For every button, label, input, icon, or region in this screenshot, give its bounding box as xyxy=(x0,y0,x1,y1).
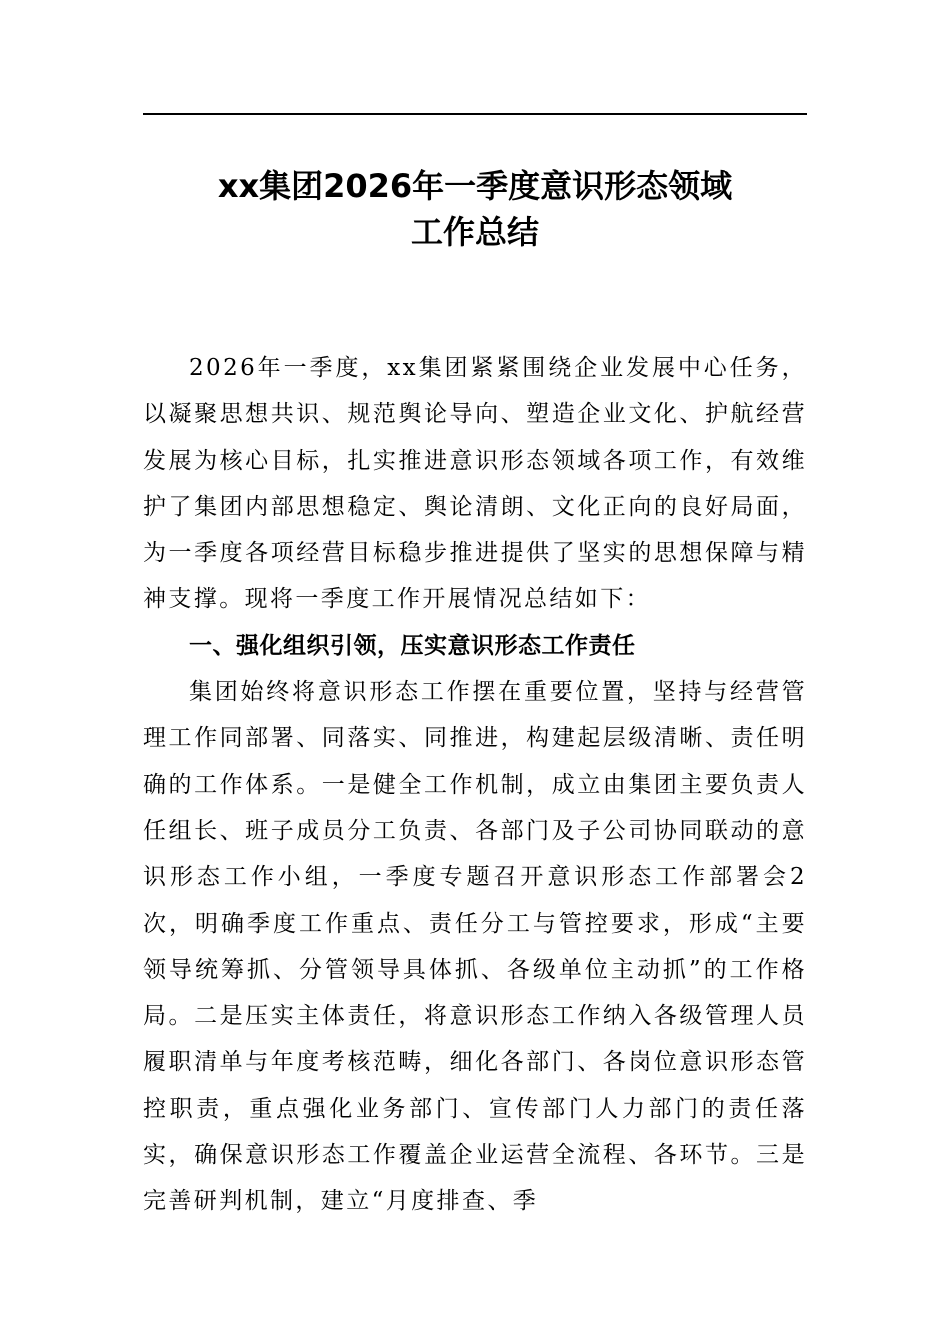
header-rule xyxy=(143,113,807,115)
document-title xyxy=(143,163,807,255)
section-paragraph-1: 集团始终将意识形态工作摆在重要位置，坚持与经营管理工作同部署、同落实、同推进，构建起层级清晰、责任明确的工作体系。一是健全工作机制，成立由集团主要负责人任组长、班子成员分工负责、各部门及子公司协同联动的意识形态工作小组，一季度专题召开意识形态工作部署会2次，明确季度工作重点、责任分工与管控要求，形成“主要领导统筹抓、分管领导具体抓、各级单位主动抓”的工作格局。二是压实主体责任，将意识形态工作纳入各级管理人员履职清单与年度考核范畴，细化各部门、各岗位意识形态管控职责，重点强化业务部门、宣传部门人力部门的责任落实，确保意识形态工作覆盖企业运营全流程、各环节。三是完善研判机制，建立“月度排查、季 xyxy=(143,679,807,1215)
title-line-2: 工作总结 xyxy=(410,213,539,251)
document-body xyxy=(143,345,807,1225)
section-heading-1: 一、强化组织引领，压实意识形态工作责任 xyxy=(189,632,636,659)
title-line-1: xx集团2026年一季度意识形态领域 xyxy=(217,167,733,205)
intro-paragraph: 2026年一季度，xx集团紧紧围绕企业发展中心任务，以凝聚思想共识、规范舆论导向、塑造企业文化、护航经营发展为核心目标，扎实推进意识形态领域各项工作，有效维护了集团内部思想稳定、舆论清朗、文化正向的良好局面，为一季度各项经营目标稳步推进提供了坚实的思想保障与精神支撑。现将一季度工作开展情况总结如下： xyxy=(143,355,807,613)
